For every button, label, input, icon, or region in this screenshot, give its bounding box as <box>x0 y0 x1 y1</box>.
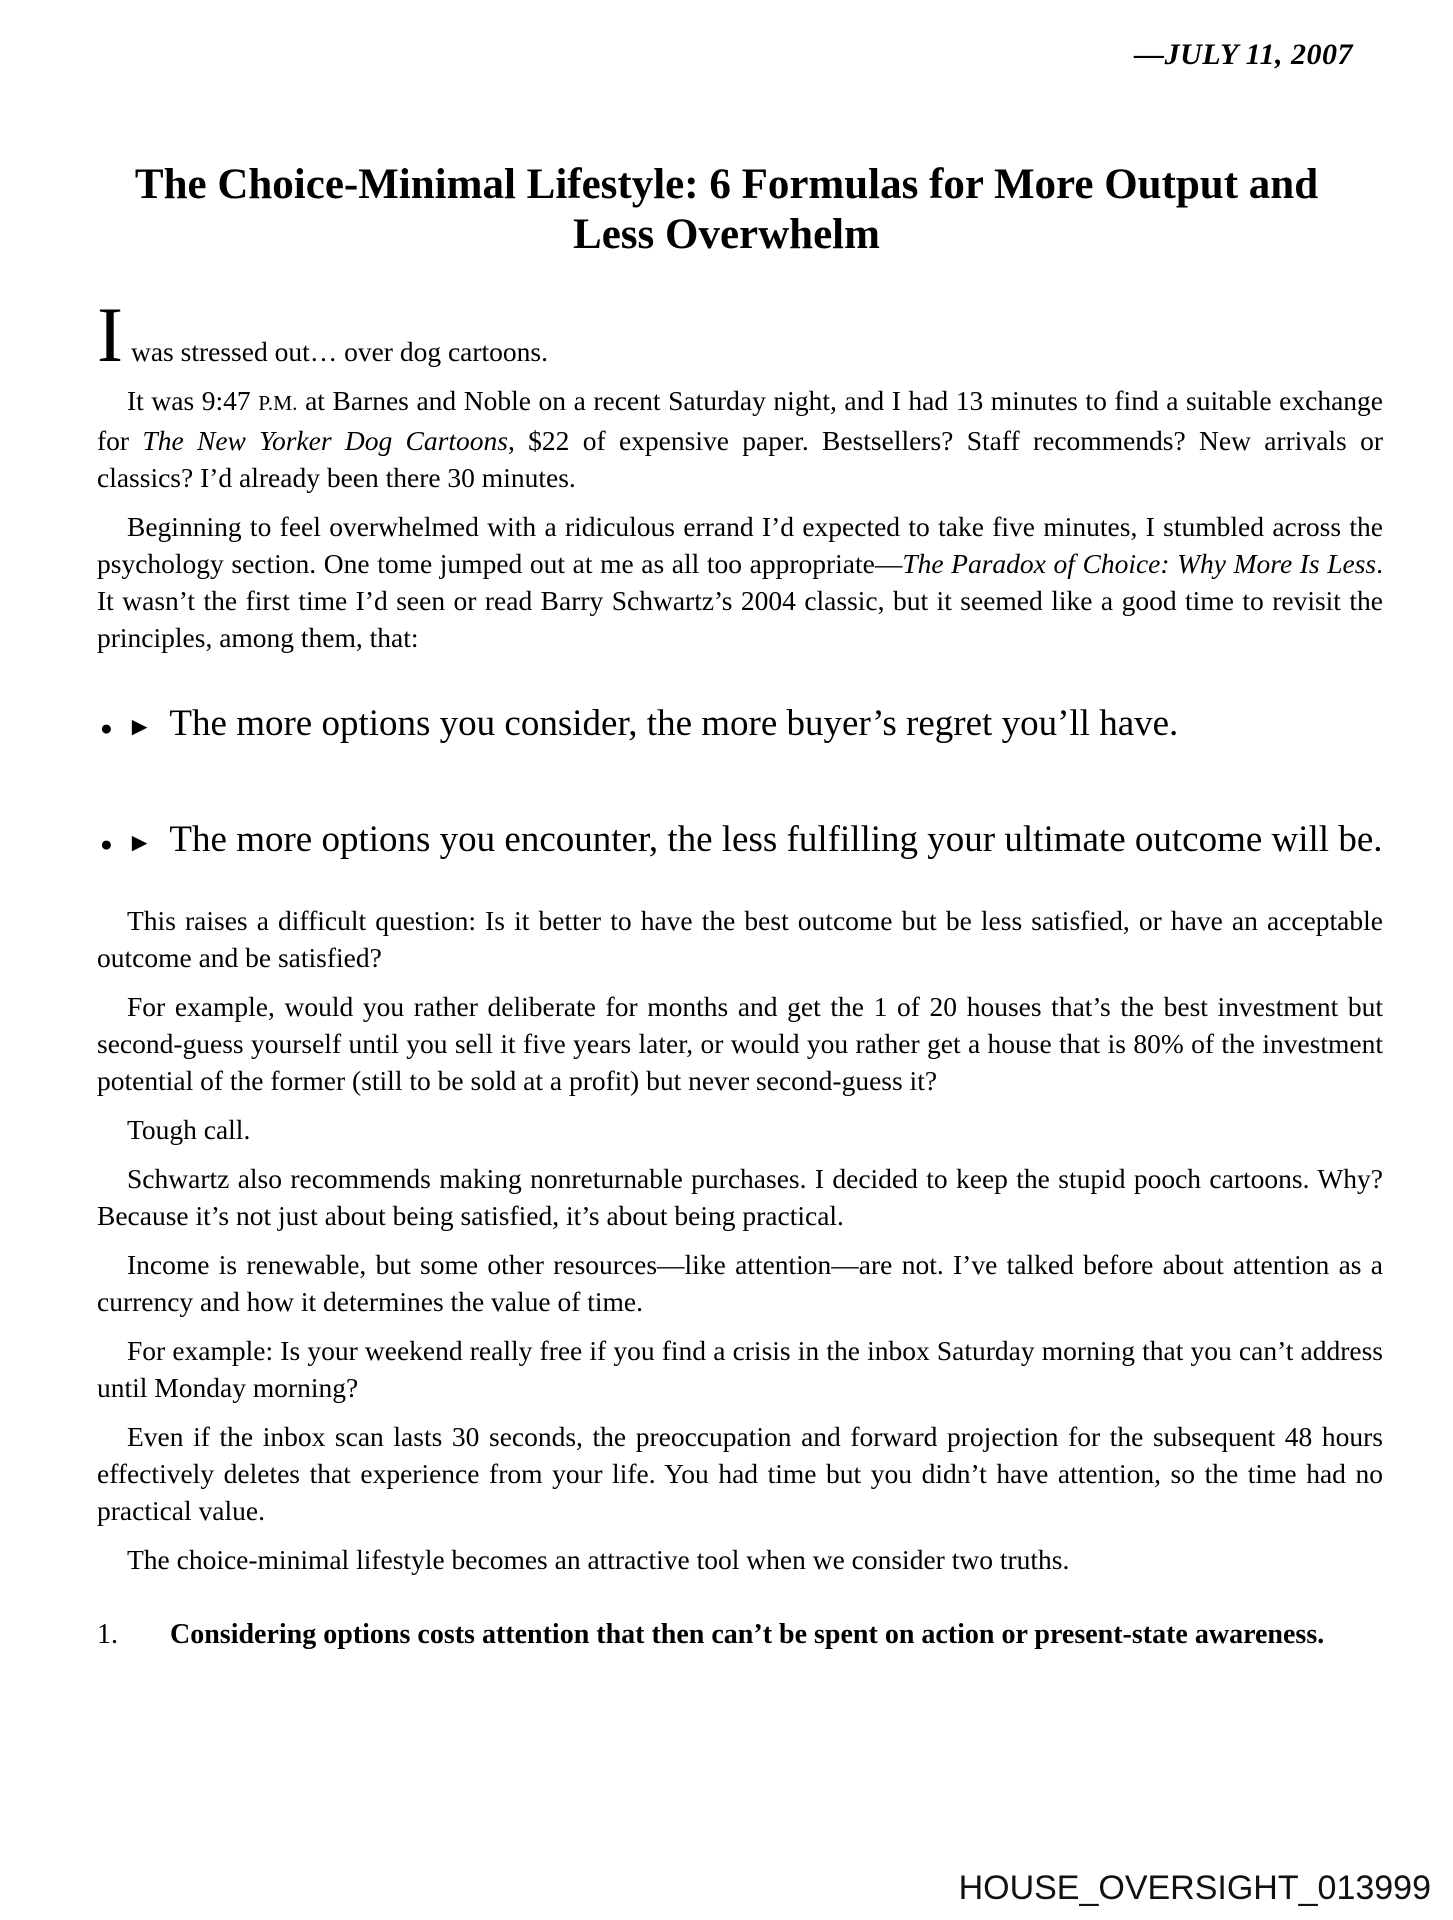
paragraph <box>97 1246 1383 1320</box>
text-run: It was 9:47 <box>127 385 259 416</box>
text-run: This raises a difficult question: Is it better to have the best outcome but be less satisfied, or have an acceptable outcome and be satisfied? <box>97 905 1383 973</box>
text-run: P.M. <box>258 391 298 415</box>
text-run: at Barnes and Noble on a recent Saturday night, and I had 13 minutes to find a suitable exchange for <box>97 385 1383 456</box>
paragraph <box>97 1160 1383 1234</box>
bullet-arrow-icon: ► <box>126 712 153 741</box>
numbered-item <box>97 1616 1383 1654</box>
bullet-text <box>169 696 1383 751</box>
drop-cap: I <box>97 291 123 378</box>
article-body <box>0 291 1453 1654</box>
bullet-item <box>97 696 1383 756</box>
paragraph <box>97 988 1383 1099</box>
paragraph <box>97 1332 1383 1406</box>
text-run: , $22 of expensive paper. Bestsellers? Staff recommends? New arrivals or classics? I’d already been there 30 minutes. <box>97 425 1383 493</box>
bates-stamp: HOUSE_OVERSIGHT_013999 <box>958 1869 1431 1907</box>
title-line: Less Overwhelm <box>573 211 880 258</box>
paragraph <box>97 508 1383 656</box>
item-text <box>170 1616 1383 1654</box>
paragraph <box>97 1111 1383 1148</box>
paragraph <box>97 382 1383 496</box>
text-run: Schwartz also recommends making nonreturnable purchases. I decided to keep the stupid pooch cartoons. Why? Because it’s not just about being satisfied, it’s about being practical. <box>97 1163 1383 1231</box>
text-run: . <box>1317 1619 1325 1650</box>
paragraph <box>97 1418 1383 1529</box>
text-run: Income is renewable, but some other resources—like attention—are not. I’ve talked before about attention as a currency and how it determines the value of time. <box>97 1249 1383 1317</box>
bullet-item <box>97 812 1383 872</box>
text-run: For example, would you rather deliberate for months and get the 1 of 20 houses that’s the best investment but second-guess yourself until you sell it five years later, or would you rather get a house that is 80% of the investment potential of the former (still to be sold at a profit) but never second-guess it? <box>97 991 1383 1096</box>
text-run: Even if the inbox scan lasts 30 seconds, the preoccupation and forward projection for the subsequent 48 hours effectively deletes that experience from your life. You had time but you didn’t have attention, so the time had no practical value. <box>97 1421 1383 1526</box>
text-run: The choice-minimal lifestyle becomes an attractive tool when we consider two truths. <box>127 1544 1070 1575</box>
opening-paragraph <box>97 291 1383 378</box>
text-run: The more options you encounter, the less fulfilling your ultimate outcome will be. <box>169 819 1383 860</box>
paragraph <box>97 1541 1383 1578</box>
text-run: Beginning to feel overwhelmed with a ridiculous errand I’d expected to take five minutes, I stumbled across the psychology section. One tome jumped out at me as all too appropriate— <box>97 511 1383 579</box>
text-run: was stressed out… over dog cartoons. <box>130 336 548 367</box>
paragraph <box>97 902 1383 976</box>
text-run: The Paradox of Choice: Why More Is Less <box>902 548 1377 579</box>
bullet-arrow-icon: ► <box>126 828 153 857</box>
bullet-dot-icon: ● <box>100 716 113 740</box>
item-number: 1. <box>97 1619 118 1650</box>
bullet-text <box>169 812 1383 867</box>
text-run: The New Yorker Dog Cartoons <box>142 425 508 456</box>
title-line: The Choice-Minimal Lifestyle: 6 Formulas for More Output and <box>134 161 1319 208</box>
bullet-dot-icon: ● <box>100 832 113 856</box>
text-run: . It wasn’t the first time I’d seen or read Barry Schwartz’s 2004 classic, but it seemed like a good time to revisit the principles, among them, that: <box>97 548 1383 653</box>
text-run: Considering options costs attention that then can’t be spent on action or present-state awareness <box>170 1619 1318 1650</box>
text-run: Tough call. <box>127 1114 251 1145</box>
date-header: —JULY 11, 2007 <box>1134 38 1353 71</box>
text-run: For example: Is your weekend really free if you find a crisis in the inbox Saturday morning that you can’t address until Monday morning? <box>97 1335 1383 1403</box>
text-run: The more options you consider, the more buyer’s regret you’ll have. <box>169 703 1179 744</box>
